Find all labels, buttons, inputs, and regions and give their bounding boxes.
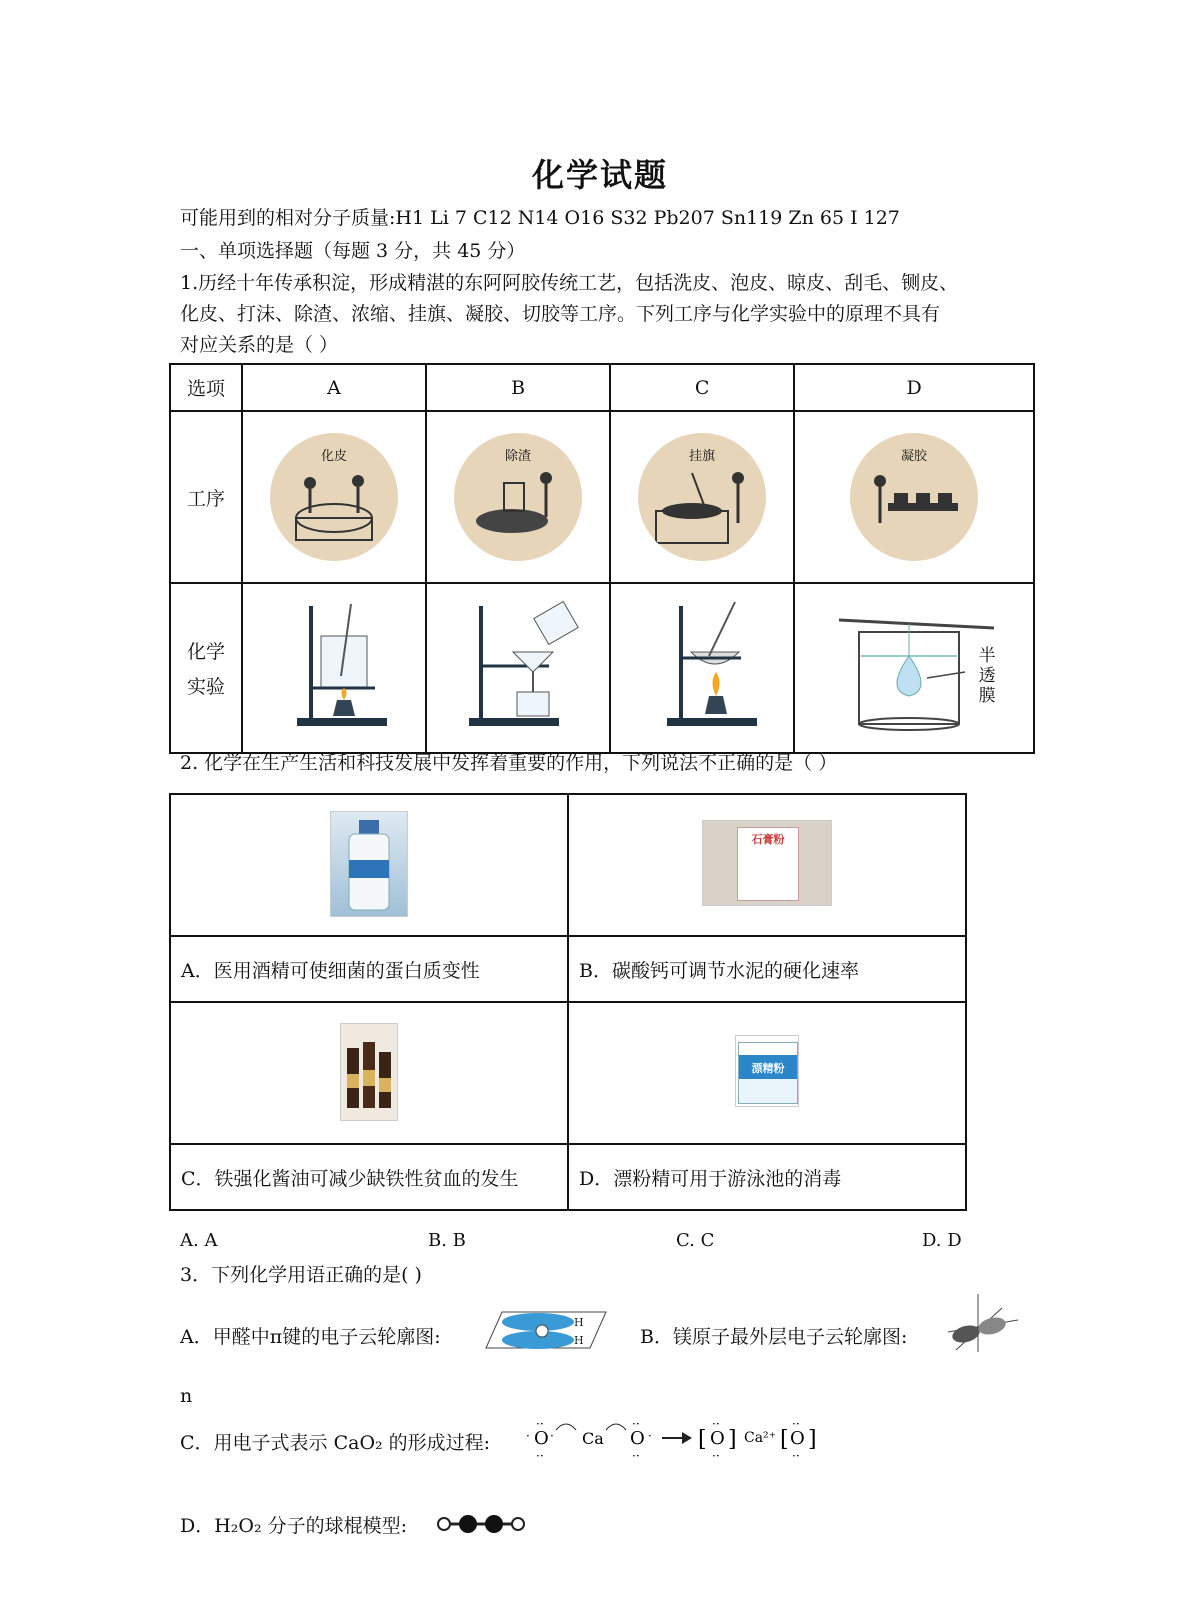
process-illustration	[638, 433, 766, 561]
q3-option-a: A．甲醛中π键的电子云轮廓图:	[180, 1326, 441, 1348]
svg-text:]: ]	[808, 1427, 817, 1452]
option-c-header: C	[610, 364, 794, 411]
h-label-bottom: H	[574, 1334, 584, 1347]
gel-trays-icon	[850, 433, 978, 561]
process-illustration	[454, 433, 582, 561]
svg-text:··: ··	[792, 1417, 800, 1431]
h2o2-ball-stick-icon	[436, 1512, 526, 1536]
experiment-d-cell	[794, 583, 1034, 753]
gypsum-bag-photo	[702, 820, 832, 906]
svg-text:[: [	[780, 1427, 789, 1452]
bleach-bucket-label: 漂精粉	[751, 1062, 785, 1075]
q1-line-1: 1.历经十年传承积淀，形成精湛的东阿阿胶传统工艺，包括洗皮、泡皮、晾皮、刮毛、铡皮、	[180, 272, 959, 294]
filtration-icon	[453, 596, 583, 736]
svg-text:O: O	[534, 1428, 549, 1449]
soy-sauce-photo	[340, 1023, 398, 1121]
ca2-label: Ca²⁺	[744, 1430, 777, 1446]
svg-text:]: ]	[728, 1427, 737, 1452]
process-a-label: 化皮	[321, 449, 348, 464]
answer-a[interactable]: A. A	[180, 1230, 218, 1251]
gypsum-bag-label: 石膏粉	[751, 833, 785, 846]
stove-icon	[638, 433, 766, 561]
q2-a-text: A．医用酒精可使细菌的蛋白质变性	[170, 936, 568, 1002]
q3-stem: 3．下列化学用语正确的是( )	[180, 1264, 422, 1286]
svg-text:O: O	[710, 1428, 725, 1449]
process-illustration	[850, 433, 978, 561]
svg-text:··: ··	[632, 1449, 640, 1463]
q2-d-text: D．漂粉精可用于游泳池的消毒	[568, 1144, 966, 1210]
experiment-a-cell	[242, 583, 426, 753]
q2-a-image-cell	[170, 794, 568, 936]
filter-vat-icon	[454, 433, 582, 561]
process-a-cell	[242, 411, 426, 583]
process-d-cell	[794, 411, 1034, 583]
q2-b-image-cell	[568, 794, 966, 936]
evaporation-icon	[637, 596, 767, 736]
header-options-label: 选项	[170, 364, 242, 411]
q1-line-3: 对应关系的是（ ）	[180, 334, 339, 356]
q3-option-c: C．用电子式表示 CaO₂ 的形成过程:	[180, 1432, 491, 1454]
q2-c-text: C．铁强化酱油可减少缺铁性贫血的发生	[170, 1144, 568, 1210]
svg-text:··: ··	[536, 1449, 544, 1463]
q3-option-b: B．镁原子最外层电子云轮廓图:	[640, 1326, 908, 1348]
experiment-b-cell	[426, 583, 610, 753]
ca-label: Ca	[582, 1429, 604, 1448]
stray-n: n	[180, 1385, 193, 1407]
section-heading: 一、单项选择题（每题 3 分，共 45 分）	[180, 240, 526, 262]
answer-c[interactable]: C. C	[676, 1230, 715, 1251]
membrane-label: 半透膜	[978, 646, 996, 706]
q2-b-text: B．碳酸钙可调节水泥的硬化速率	[568, 936, 966, 1002]
alcohol-bottle-photo	[330, 811, 408, 917]
experiment-label-1: 化学	[186, 641, 225, 663]
process-b-cell	[426, 411, 610, 583]
h-label-top: H	[574, 1316, 584, 1329]
soy-bottles-icon	[341, 1024, 397, 1120]
pi-bond-cloud-icon	[482, 1300, 610, 1356]
bleach-bucket-photo	[735, 1035, 799, 1107]
q2-table	[169, 793, 967, 1211]
heating-beaker-icon	[269, 596, 399, 736]
dialysis-icon	[829, 598, 999, 738]
experiment-c-cell	[610, 583, 794, 753]
svg-text:··: ··	[712, 1449, 720, 1463]
q3-option-d: D．H₂O₂ 分子的球棍模型:	[180, 1515, 408, 1537]
svg-text:·: ·	[526, 1429, 530, 1443]
bottle-icon	[331, 812, 407, 916]
workers-pot-icon	[270, 433, 398, 561]
q2-d-image-cell	[568, 1002, 966, 1144]
process-d-label: 凝胶	[901, 449, 928, 464]
svg-text:··: ··	[712, 1417, 720, 1431]
svg-text:[: [	[698, 1427, 707, 1452]
process-c-cell	[610, 411, 794, 583]
page-title: 化学试题	[531, 156, 668, 194]
option-d-header: D	[794, 364, 1034, 411]
row-experiment-label	[170, 583, 242, 753]
answer-b[interactable]: B. B	[428, 1230, 466, 1251]
cao2-electron-formula-icon	[522, 1410, 822, 1466]
experiment-label-2: 实验	[186, 676, 225, 698]
svg-text:O: O	[790, 1428, 805, 1449]
svg-text:··: ··	[536, 1417, 544, 1431]
process-c-label: 挂旗	[689, 449, 716, 464]
q2-stem: 2. 化学在生产生活和科技发展中发挥着重要的作用，下列说法不正确的是（ ）	[180, 752, 838, 774]
svg-text:··: ··	[632, 1417, 640, 1431]
p-orbital-icon	[944, 1292, 1022, 1356]
svg-text:O: O	[630, 1428, 645, 1449]
row-process-label: 工序	[170, 411, 242, 583]
q1-table	[169, 363, 1035, 754]
svg-text:··: ··	[792, 1449, 800, 1463]
svg-text:·: ·	[550, 1429, 554, 1443]
svg-text:·: ·	[648, 1429, 652, 1443]
atomic-masses: 可能用到的相对分子质量:H1 Li 7 C12 N14 O16 S32 Pb207 Sn119 Zn 65 I 127	[180, 207, 900, 229]
option-a-header: A	[242, 364, 426, 411]
answer-d[interactable]: D. D	[922, 1230, 962, 1251]
process-b-label: 除渣	[505, 449, 532, 464]
q2-c-image-cell	[170, 1002, 568, 1144]
q1-line-2: 化皮、打沫、除渣、浓缩、挂旗、凝胶、切胶等工序。下列工序与化学实验中的原理不具有	[180, 303, 941, 325]
option-b-header: B	[426, 364, 610, 411]
process-illustration	[270, 433, 398, 561]
